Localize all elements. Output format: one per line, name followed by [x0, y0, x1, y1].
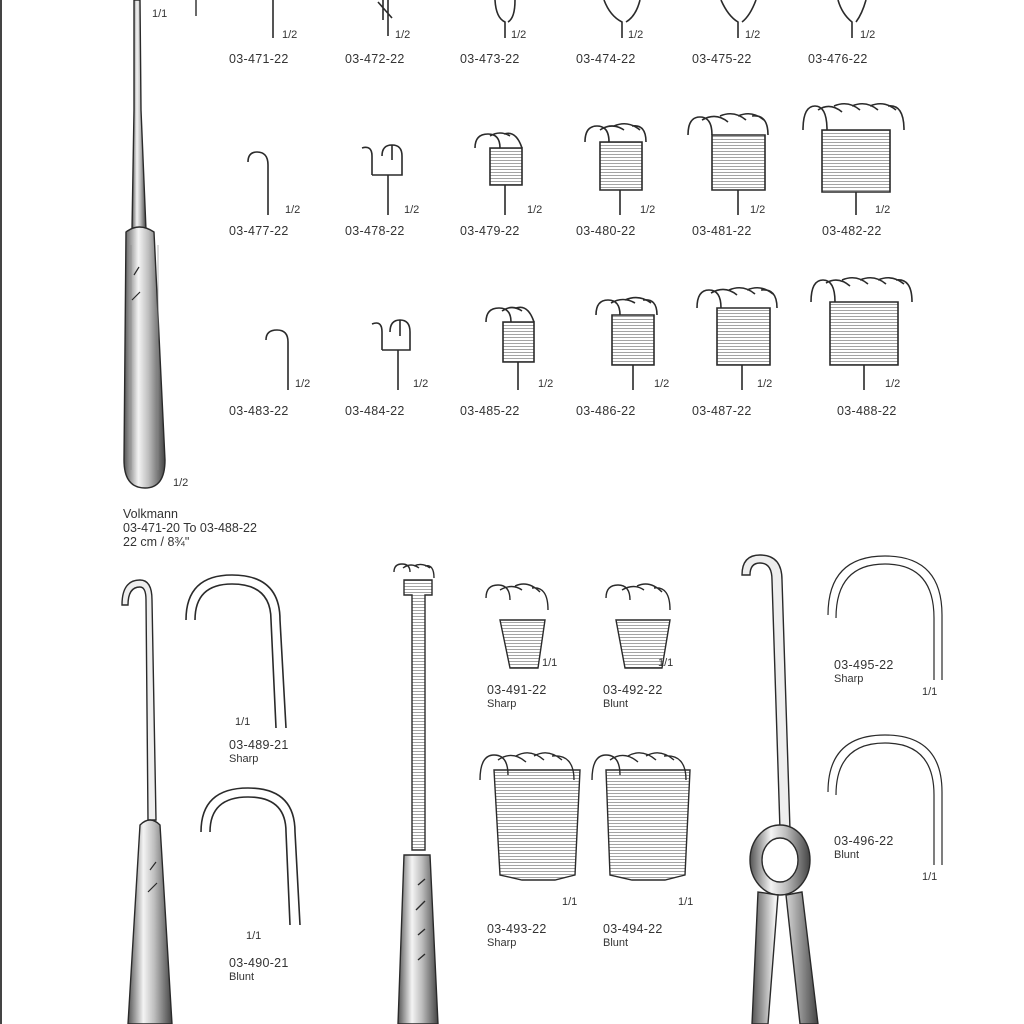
product-code: 03-492-22	[603, 683, 663, 697]
edge-type-label: Sharp	[229, 753, 259, 765]
product-code: 03-478-22	[345, 224, 405, 238]
scale-label: 1/2	[404, 204, 420, 216]
caption-range: 03-471-20 To 03-488-22	[123, 521, 257, 535]
scale-label: 1/2	[628, 29, 644, 41]
scale-label: 1/1	[658, 657, 674, 669]
product-code: 03-481-22	[692, 224, 752, 238]
caption-name: Volkmann	[123, 507, 178, 521]
top-scale: 1/1	[152, 8, 168, 20]
product-code: 03-471-22	[229, 52, 289, 66]
product-code: 03-491-22	[487, 683, 547, 697]
edge-type-label: Sharp	[487, 698, 517, 710]
rakes-493-494	[480, 753, 690, 880]
scale-label: 1/1	[922, 871, 938, 883]
scale-label: 1/2	[745, 29, 761, 41]
volkmann-caption	[123, 507, 257, 549]
product-code: 03-482-22	[822, 224, 882, 238]
edge-type-label: Blunt	[834, 849, 860, 861]
product-code: 03-483-22	[229, 404, 289, 418]
product-code: 03-480-22	[576, 224, 636, 238]
scale-label: 1/2	[538, 378, 554, 390]
handle-scale: 1/2	[173, 477, 189, 489]
scale-label: 1/1	[922, 686, 938, 698]
product-code: 03-495-22	[834, 658, 894, 672]
caption-size: 22 cm / 8¾"	[123, 535, 190, 549]
scale-label: 1/1	[542, 657, 558, 669]
double-rake-illustration	[394, 564, 438, 1024]
scale-label: 1/2	[640, 204, 656, 216]
row1-fragments	[273, 0, 866, 38]
scale-label: 1/2	[527, 204, 543, 216]
scale-label: 1/1	[562, 896, 578, 908]
product-code: 03-494-22	[603, 922, 663, 936]
product-code: 03-489-21	[229, 738, 289, 752]
edge-type-label: Sharp	[487, 937, 517, 949]
scale-label: 1/2	[285, 204, 301, 216]
scale-label: 1/2	[413, 378, 429, 390]
product-code: 03-475-22	[692, 52, 752, 66]
product-code: 03-490-21	[229, 956, 289, 970]
product-code: 03-484-22	[345, 404, 405, 418]
scale-label: 1/2	[395, 29, 411, 41]
ring-hook-illustration	[742, 555, 818, 1024]
scale-label: 1/1	[678, 896, 694, 908]
product-code: 03-477-22	[229, 224, 289, 238]
scale-label: 1/2	[875, 204, 891, 216]
edge-type-label: Blunt	[603, 937, 629, 949]
hook-profiles-495-496	[828, 556, 942, 865]
hook-handle-illustration	[122, 580, 172, 1024]
product-code: 03-493-22	[487, 922, 547, 936]
scale-label: 1/2	[282, 29, 298, 41]
scale-label: 1/2	[511, 29, 527, 41]
scale-label: 1/2	[885, 378, 901, 390]
rakes-491-492	[486, 584, 670, 668]
product-code: 03-496-22	[834, 834, 894, 848]
product-code: 03-473-22	[460, 52, 520, 66]
edge-type-label: Blunt	[229, 971, 255, 983]
product-code: 03-488-22	[837, 404, 897, 418]
product-code: 03-487-22	[692, 404, 752, 418]
scale-label: 1/2	[654, 378, 670, 390]
row2-rakes	[248, 104, 904, 215]
edge-type-label: Blunt	[603, 698, 629, 710]
scale-label: 1/2	[295, 378, 311, 390]
product-code: 03-472-22	[345, 52, 405, 66]
product-code: 03-479-22	[460, 224, 520, 238]
scale-label: 1/1	[246, 930, 262, 942]
row3-rakes	[266, 278, 912, 390]
edge-type-label: Sharp	[834, 673, 864, 685]
scale-label: 1/1	[235, 716, 251, 728]
volkmann-handle-illustration	[124, 0, 168, 488]
scale-label: 1/2	[860, 29, 876, 41]
scale-label: 1/2	[750, 204, 766, 216]
product-code: 03-476-22	[808, 52, 868, 66]
scale-label: 1/2	[757, 378, 773, 390]
product-code: 03-474-22	[576, 52, 636, 66]
product-code: 03-486-22	[576, 404, 636, 418]
product-code: 03-485-22	[460, 404, 520, 418]
